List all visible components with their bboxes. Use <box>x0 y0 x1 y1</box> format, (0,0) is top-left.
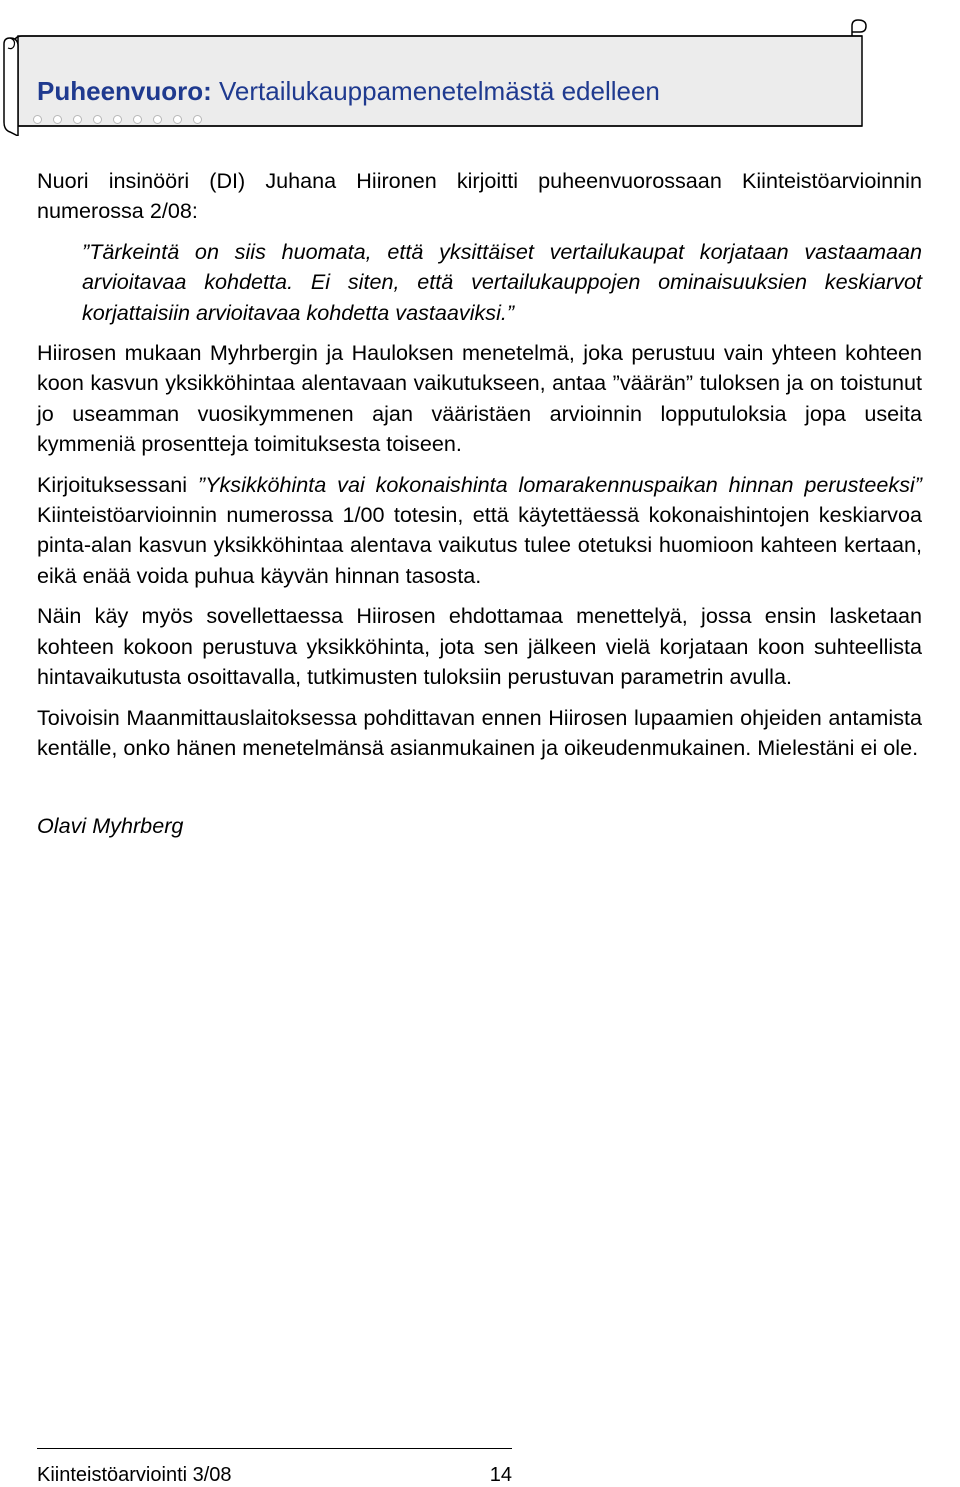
article-title: Vertailukauppamenetelmästä edelleen <box>211 76 660 106</box>
cited-article-title: ”Yksikköhinta vai kokonaishinta lomarakennuspaikan hinnan perusteeksi” <box>197 471 922 497</box>
dot-ornament-icon <box>153 115 162 124</box>
p2-lead: Kirjoituksessani <box>37 471 198 497</box>
quoted-passage: ”Tärkeintä on siis huomata, että yksittäiset vertailukaupat korjataan vastaamaan arvioitavaa kohdetta. Ei siten, että vertailukauppojen ominaisuuksien keskiarvot korjattaisiin arvioitavaa kohdetta vastaaviksi.” <box>82 238 922 325</box>
p2-rest: Kiinteistöarvioinnin numerossa 1/00 totesin, että käytettäessä kokonaishintojen keskiarvoa pinta-alan kasvun yksikköhintaa alentava vaikutus tulee otetuksi huomioon kahteen kertaan, eikä enää voida puhua käyvän hinnan tasosta. <box>37 502 922 588</box>
page-number: 14 <box>489 1464 512 1486</box>
page-footer <box>37 1463 512 1487</box>
dot-ornament-icon <box>73 115 82 124</box>
dot-ornament-icon <box>133 115 142 124</box>
banner-dot-row <box>33 115 202 127</box>
dot-ornament-icon <box>53 115 62 124</box>
article-body <box>37 166 922 852</box>
intro-paragraph: Nuori insinööri (DI) Juhana Hiironen kirjoitti puheenvuorossaan Kiinteistöarvioinnin numerossa 2/08: <box>37 168 922 224</box>
section-label: Puheenvuoro: <box>37 76 212 106</box>
body-paragraph-4: Toivoisin Maanmittauslaitoksessa pohdittavan ennen Hiirosen lupaamien ohjeiden antamista kentälle, onko hänen menetelmänsä asianmukainen ja oikeudenmukainen. Mielestäni ei ole. <box>37 704 922 760</box>
body-paragraph-1: Hiirosen mukaan Myhrbergin ja Hauloksen menetelmä, joka perustuu vain yhteen kohteen koon kasvun yksikköhintaa alentavaan vaikutukseen, antaa ”väärän” tuloksen ja on toistunut jo useamman vuosikymmenen ajan vääristäen arvioinnin lopputuloksia jopa useita kymmeniä prosentteja toimituksesta toiseen. <box>37 340 922 457</box>
body-paragraph-3: Näin käy myös sovellettaessa Hiirosen ehdottamaa menettelyä, jossa ensin lasketaan kohteen kokoon perustuva yksikköhinta, jota sen jälkeen vielä korjataan koon suhteellista hintavaikutusta osoittavalla, tutkimusten tuloksiin perustuvan parametrin avulla. <box>37 603 922 690</box>
dot-ornament-icon <box>193 115 202 124</box>
dot-ornament-icon <box>113 115 122 124</box>
publication-issue: Kiinteistöarviointi 3/08 <box>37 1464 232 1486</box>
dot-ornament-icon <box>93 115 102 124</box>
dot-ornament-icon <box>33 115 42 124</box>
dot-ornament-icon <box>173 115 182 124</box>
article-banner <box>0 14 880 136</box>
body-paragraph-2 <box>37 470 922 592</box>
author-signature: Olavi Myhrberg <box>37 813 184 839</box>
article-section-title <box>37 75 660 107</box>
footer-divider <box>37 1448 512 1449</box>
